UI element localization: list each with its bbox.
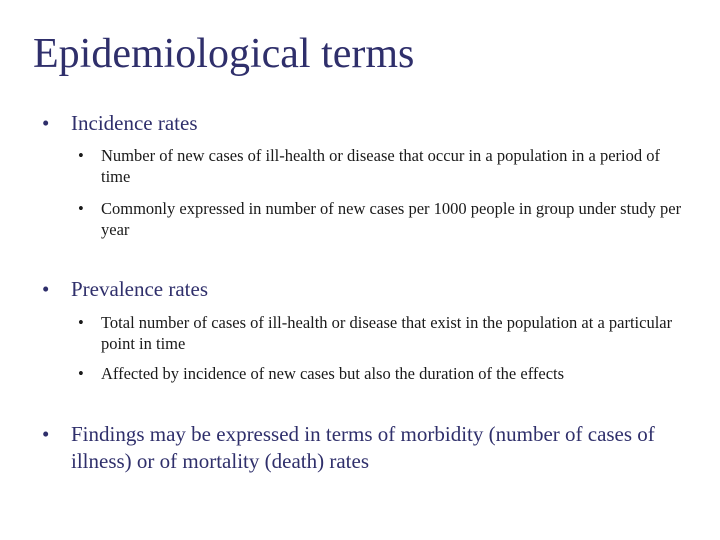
bullet-dot-icon: •: [78, 199, 84, 218]
bullet-dot-icon: •: [78, 364, 84, 383]
bullet-dot-icon: •: [78, 146, 84, 165]
sub-bullet-text: Affected by incidence of new cases but also the duration of the effects: [101, 364, 565, 383]
bullet-prevalence-rates: [42, 276, 682, 303]
bullet-incidence-rates: [42, 110, 682, 137]
sub-bullet-text: Commonly expressed in number of new cases per 1000 people in group under study per year: [101, 199, 682, 239]
bullet-dot-icon: •: [42, 111, 50, 135]
sub-bullet-incidence-definition: [78, 145, 688, 187]
bullet-dot-icon: •: [42, 277, 50, 301]
bullet-dot-icon: •: [78, 313, 84, 332]
sub-bullet-text: Total number of cases of ill-health or disease that exist in the population at a particular point in time: [101, 313, 673, 353]
sub-bullet-text: Number of new cases of ill-health or disease that occur in a population in a period of time: [101, 146, 660, 186]
bullet-dot-icon: •: [42, 422, 50, 446]
bullet-text: Findings may be expressed in terms of morbidity (number of cases of illness) or of mortality (death) rates: [71, 422, 655, 473]
bullet-findings: [42, 421, 682, 475]
sub-bullet-incidence-expression: [78, 198, 688, 240]
slide-title: Epidemiological terms: [33, 31, 415, 77]
sub-bullet-prevalence-definition: [78, 312, 688, 354]
bullet-text: Incidence rates: [71, 111, 198, 135]
bullet-text: Prevalence rates: [71, 277, 209, 301]
sub-bullet-prevalence-factors: [78, 363, 688, 384]
